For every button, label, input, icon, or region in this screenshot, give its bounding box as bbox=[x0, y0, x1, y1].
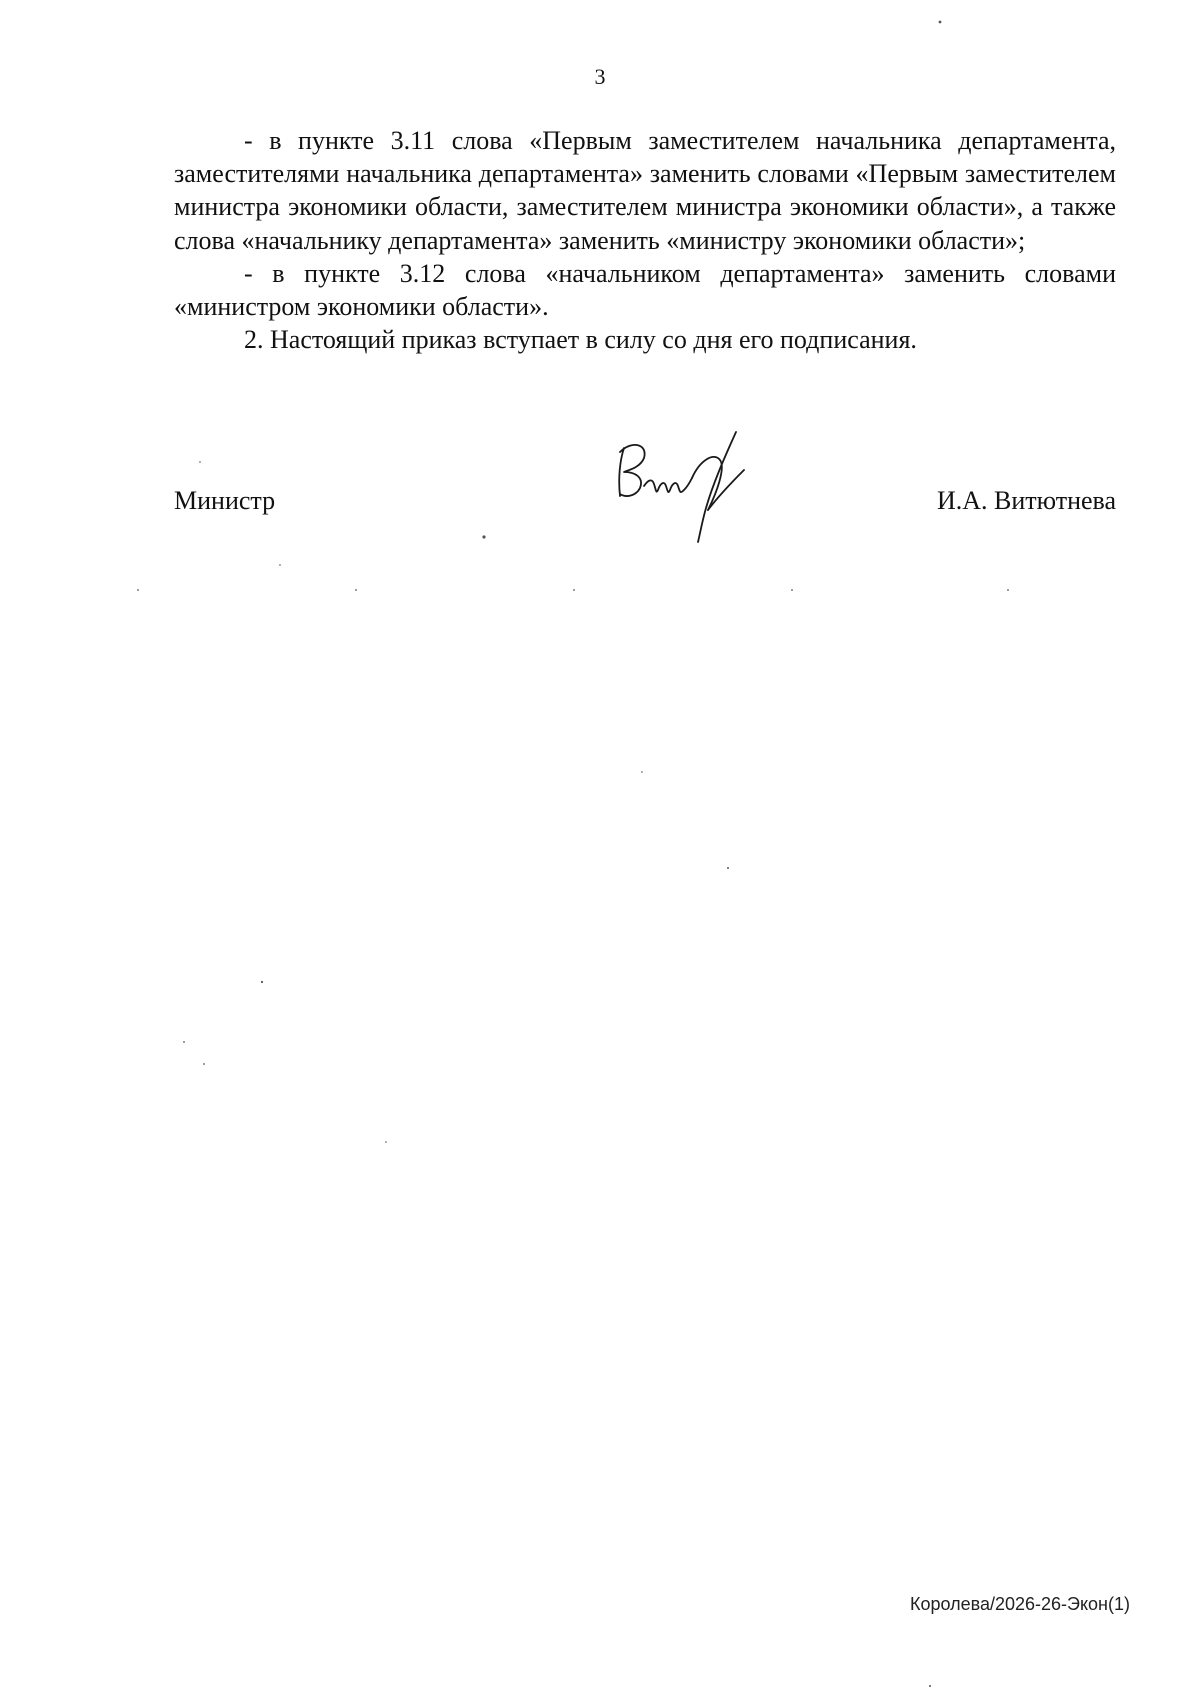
signatory-title: Министр bbox=[174, 486, 276, 515]
paragraph-item-3-12: - в пункте 3.12 слова «начальником департамента» заменить словами «министром экономики области». bbox=[174, 258, 1116, 322]
signatory-name: И.А. Витютнева bbox=[936, 486, 1116, 515]
paragraph-item-3-11: - в пункте 3.11 слова «Первым заместителем начальника департамента, заместителями начальника департамента» заменить словами «Первым заместителем министра экономики области, заместителем министра экономики области», а также слова «начальнику департамента» заменить «министру экономики области»; bbox=[174, 126, 1116, 255]
page-number: 3 bbox=[594, 64, 606, 89]
handwritten-signature bbox=[610, 430, 760, 545]
document-registration-code: Королева/2026-26-Экон(1) bbox=[909, 1594, 1130, 1614]
document-body bbox=[174, 124, 1116, 356]
paragraph-effective-date: 2. Настоящий приказ вступает в силу со дня его подписания. bbox=[244, 325, 917, 355]
